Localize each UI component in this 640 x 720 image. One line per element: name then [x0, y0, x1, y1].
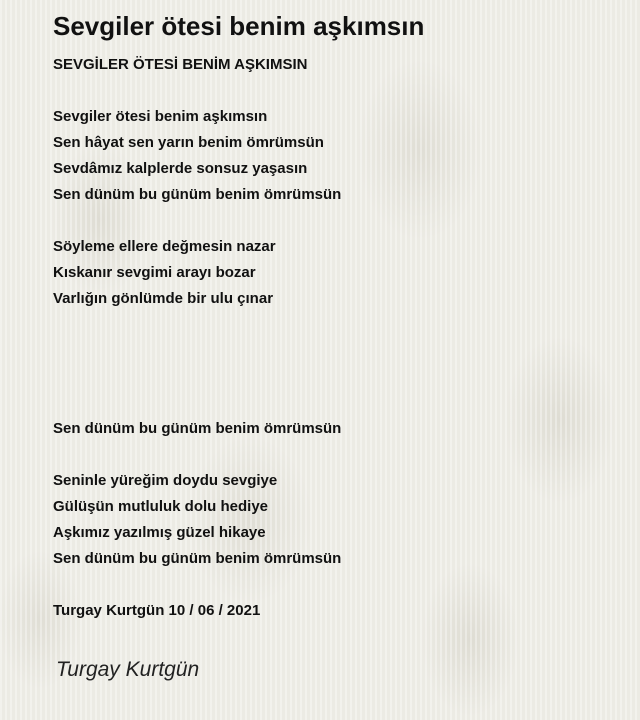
page-title: Sevgiler ötesi benim aşkımsın: [53, 11, 425, 41]
stanza-gap: [53, 442, 613, 468]
stanza-gap: [53, 78, 613, 104]
poem-line: Sevgiler ötesi benim aşkımsın: [53, 108, 268, 125]
poem-line: Gülüşün mutluluk dolu hediye: [53, 498, 269, 515]
stanza-gap: [53, 312, 613, 390]
poem-line: Sen dünüm bu günüm benim ömrümsün: [53, 186, 342, 203]
poem-line: Sevdâmız kalplerde sonsuz yaşasın: [53, 160, 308, 177]
stanza-gap: [53, 208, 613, 234]
poem-line: Söyleme ellere değmesin nazar: [53, 238, 276, 255]
poem-line: Seninle yüreğim doydu sevgiye: [53, 472, 278, 489]
poem-heading: SEVGİLER ÖTESİ BENİM AŞKIMSIN: [53, 56, 308, 73]
poem-line: Sen dünüm bu günüm benim ömrümsün: [53, 550, 342, 567]
stanza-gap: [53, 572, 613, 598]
poem-body: [53, 52, 613, 624]
poem-line: Kıskanır sevgimi arayı bozar: [53, 264, 256, 281]
poem-line: Sen dünüm bu günüm benim ömrümsün: [53, 420, 342, 437]
poem-dateline: Turgay Kurtgün 10 / 06 / 2021: [53, 602, 261, 619]
poem-line: Aşkımız yazılmış güzel hikaye: [53, 524, 266, 541]
author-signature: Turgay Kurtgün: [56, 658, 200, 681]
poem-line: Varlığın gönlümde bir ulu çınar: [53, 290, 274, 307]
stanza-gap: [53, 390, 613, 416]
poem-line: Sen hâyat sen yarın benim ömrümsün: [53, 134, 324, 151]
